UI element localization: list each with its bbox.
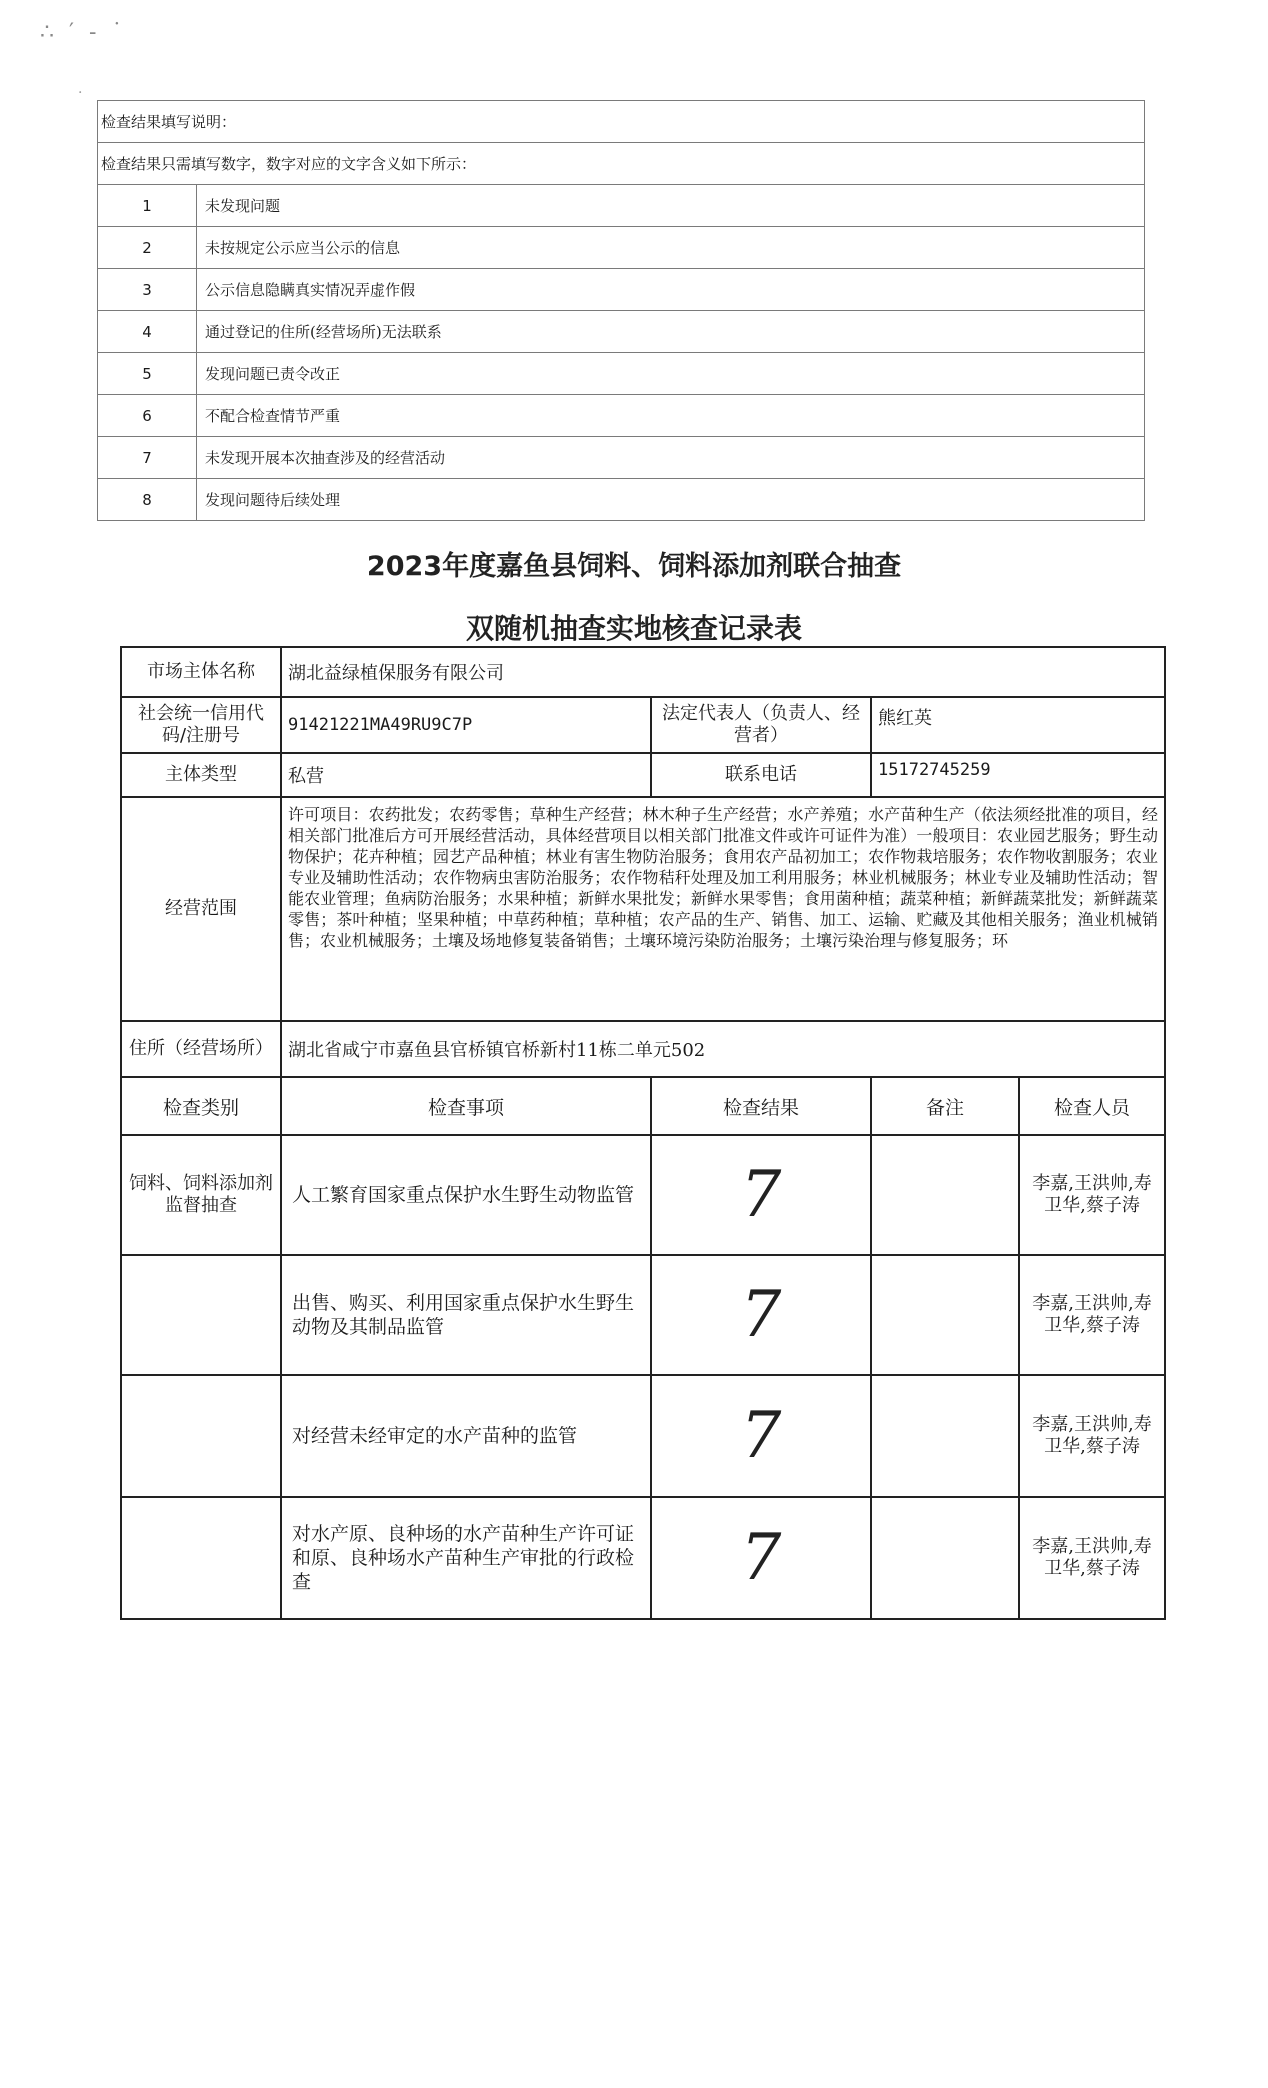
legend-header-2: 检查结果只需填写数字，数字对应的文字含义如下所示： [98, 143, 1145, 185]
legend-text: 公示信息隐瞒真实情况弄虚作假 [197, 269, 1145, 311]
address-label: 住所（经营场所） [121, 1021, 281, 1077]
legend-row [98, 269, 1145, 311]
legend-header-1: 检查结果填写说明： [98, 101, 1145, 143]
check-result: 7 [651, 1375, 871, 1497]
legend-text: 通过登记的住所(经营场所)无法联系 [197, 311, 1145, 353]
check-note [871, 1497, 1019, 1619]
legend-num: 2 [98, 227, 197, 269]
check-item: 对经营未经审定的水产苗种的监管 [281, 1375, 651, 1497]
legend-row [98, 395, 1145, 437]
check-item: 出售、购买、利用国家重点保护水生野生动物及其制品监管 [281, 1255, 651, 1375]
legend-text: 发现问题已责令改正 [197, 353, 1145, 395]
legend-text: 未发现问题 [197, 185, 1145, 227]
check-category-empty [121, 1497, 281, 1619]
check-item: 对水产原、良种场的水产苗种生产许可证和原、良种场水产苗种生产审批的行政检查 [281, 1497, 651, 1619]
check-result: 7 [651, 1497, 871, 1619]
check-note [871, 1135, 1019, 1255]
legend-text: 未按规定公示应当公示的信息 [197, 227, 1145, 269]
legend-num: 1 [98, 185, 197, 227]
check-row [121, 1255, 1165, 1375]
check-category-empty [121, 1255, 281, 1375]
check-inspector: 李嘉,王洪帅,寿卫华,蔡子涛 [1019, 1255, 1165, 1375]
check-inspector: 李嘉,王洪帅,寿卫华,蔡子涛 [1019, 1497, 1165, 1619]
check-category: 饲料、饲料添加剂监督抽查 [121, 1135, 281, 1255]
check-note [871, 1255, 1019, 1375]
check-note [871, 1375, 1019, 1497]
col-header-category: 检查类别 [121, 1077, 281, 1135]
market-entity-label: 市场主体名称 [121, 647, 281, 697]
credit-code-value: 91421221MA49RU9C7P [281, 697, 651, 753]
legend-text: 发现问题待后续处理 [197, 479, 1145, 521]
legend-num: 7 [98, 437, 197, 479]
legend-row [98, 437, 1145, 479]
check-result: 7 [651, 1135, 871, 1255]
record-table [120, 646, 1166, 1620]
legend-num: 6 [98, 395, 197, 437]
legal-rep-value: 熊红英 [871, 697, 1165, 753]
address-value: 湖北省咸宁市嘉鱼县官桥镇官桥新村11栋二单元502 [281, 1021, 1165, 1077]
business-scope-value: 许可项目：农药批发；农药零售；草种生产经营；林木种子生产经营；水产养殖；水产苗种生产（依法须经批准的项目，经相关部门批准后方可开展经营活动，具体经营项目以相关部门批准文件或许可证件为准）一般项目：农业园艺服务；野生动物保护；花卉种植；园艺产品种植；林业有害生物防治服务；食用农产品初加工；农作物栽培服务；农作物收割服务；农业专业及辅助性活动；农作物病虫害防治服务；农作物秸秆处理及加工利用服务；林业机械服务；林业专业及辅助性活动；智能农业管理；鱼病防治服务；水果种植；新鲜水果批发；新鲜水果零售；食用菌种植；蔬菜种植；新鲜蔬菜批发；新鲜蔬菜零售；茶叶种植；坚果种植；中草药种植；草种植；农产品的生产、销售、加工、运输、贮藏及其他相关服务；渔业机械销售；农业机械服务；土壤及场地修复装备销售；土壤环境污染防治服务；土壤污染治理与修复服务；环 [281, 797, 1165, 1021]
check-row [121, 1375, 1165, 1497]
document-subtitle: 双随机抽查实地核查记录表 [465, 612, 802, 645]
entity-type-label: 主体类型 [121, 753, 281, 797]
legend-num: 4 [98, 311, 197, 353]
col-header-result: 检查结果 [651, 1077, 871, 1135]
legend-row [98, 311, 1145, 353]
legend-num: 3 [98, 269, 197, 311]
scan-mark: · [78, 85, 83, 101]
col-header-item: 检查事项 [281, 1077, 651, 1135]
market-entity-value: 湖北益绿植保服务有限公司 [281, 647, 1165, 697]
col-header-note: 备注 [871, 1077, 1019, 1135]
check-row [121, 1497, 1165, 1619]
legend-row [98, 353, 1145, 395]
check-result: 7 [651, 1255, 871, 1375]
scope-label: 经营范围 [121, 797, 281, 1021]
legend-text: 不配合检查情节严重 [197, 395, 1145, 437]
legend-row [98, 479, 1145, 521]
legal-rep-label: 法定代表人（负责人、经营者） [651, 697, 871, 753]
col-header-inspector: 检查人员 [1019, 1077, 1165, 1135]
check-item: 人工繁育国家重点保护水生野生动物监管 [281, 1135, 651, 1255]
legend-text: 未发现开展本次抽查涉及的经营活动 [197, 437, 1145, 479]
legend-row [98, 185, 1145, 227]
scan-noise: ∴ ′ ‐ ˙ [40, 20, 127, 45]
legend-table [97, 100, 1145, 521]
credit-code-label: 社会统一信用代码/注册号 [121, 697, 281, 753]
legend-num: 8 [98, 479, 197, 521]
phone-value: 15172745259 [871, 753, 1165, 797]
document-title: 2023年度嘉鱼县饲料、饲料添加剂联合抽查 [366, 551, 902, 582]
entity-type-value: 私营 [281, 753, 651, 797]
legend-num: 5 [98, 353, 197, 395]
phone-label: 联系电话 [651, 753, 871, 797]
check-category-empty [121, 1375, 281, 1497]
check-inspector: 李嘉,王洪帅,寿卫华,蔡子涛 [1019, 1375, 1165, 1497]
check-inspector: 李嘉,王洪帅,寿卫华,蔡子涛 [1019, 1135, 1165, 1255]
legend-row [98, 227, 1145, 269]
check-row [121, 1135, 1165, 1255]
